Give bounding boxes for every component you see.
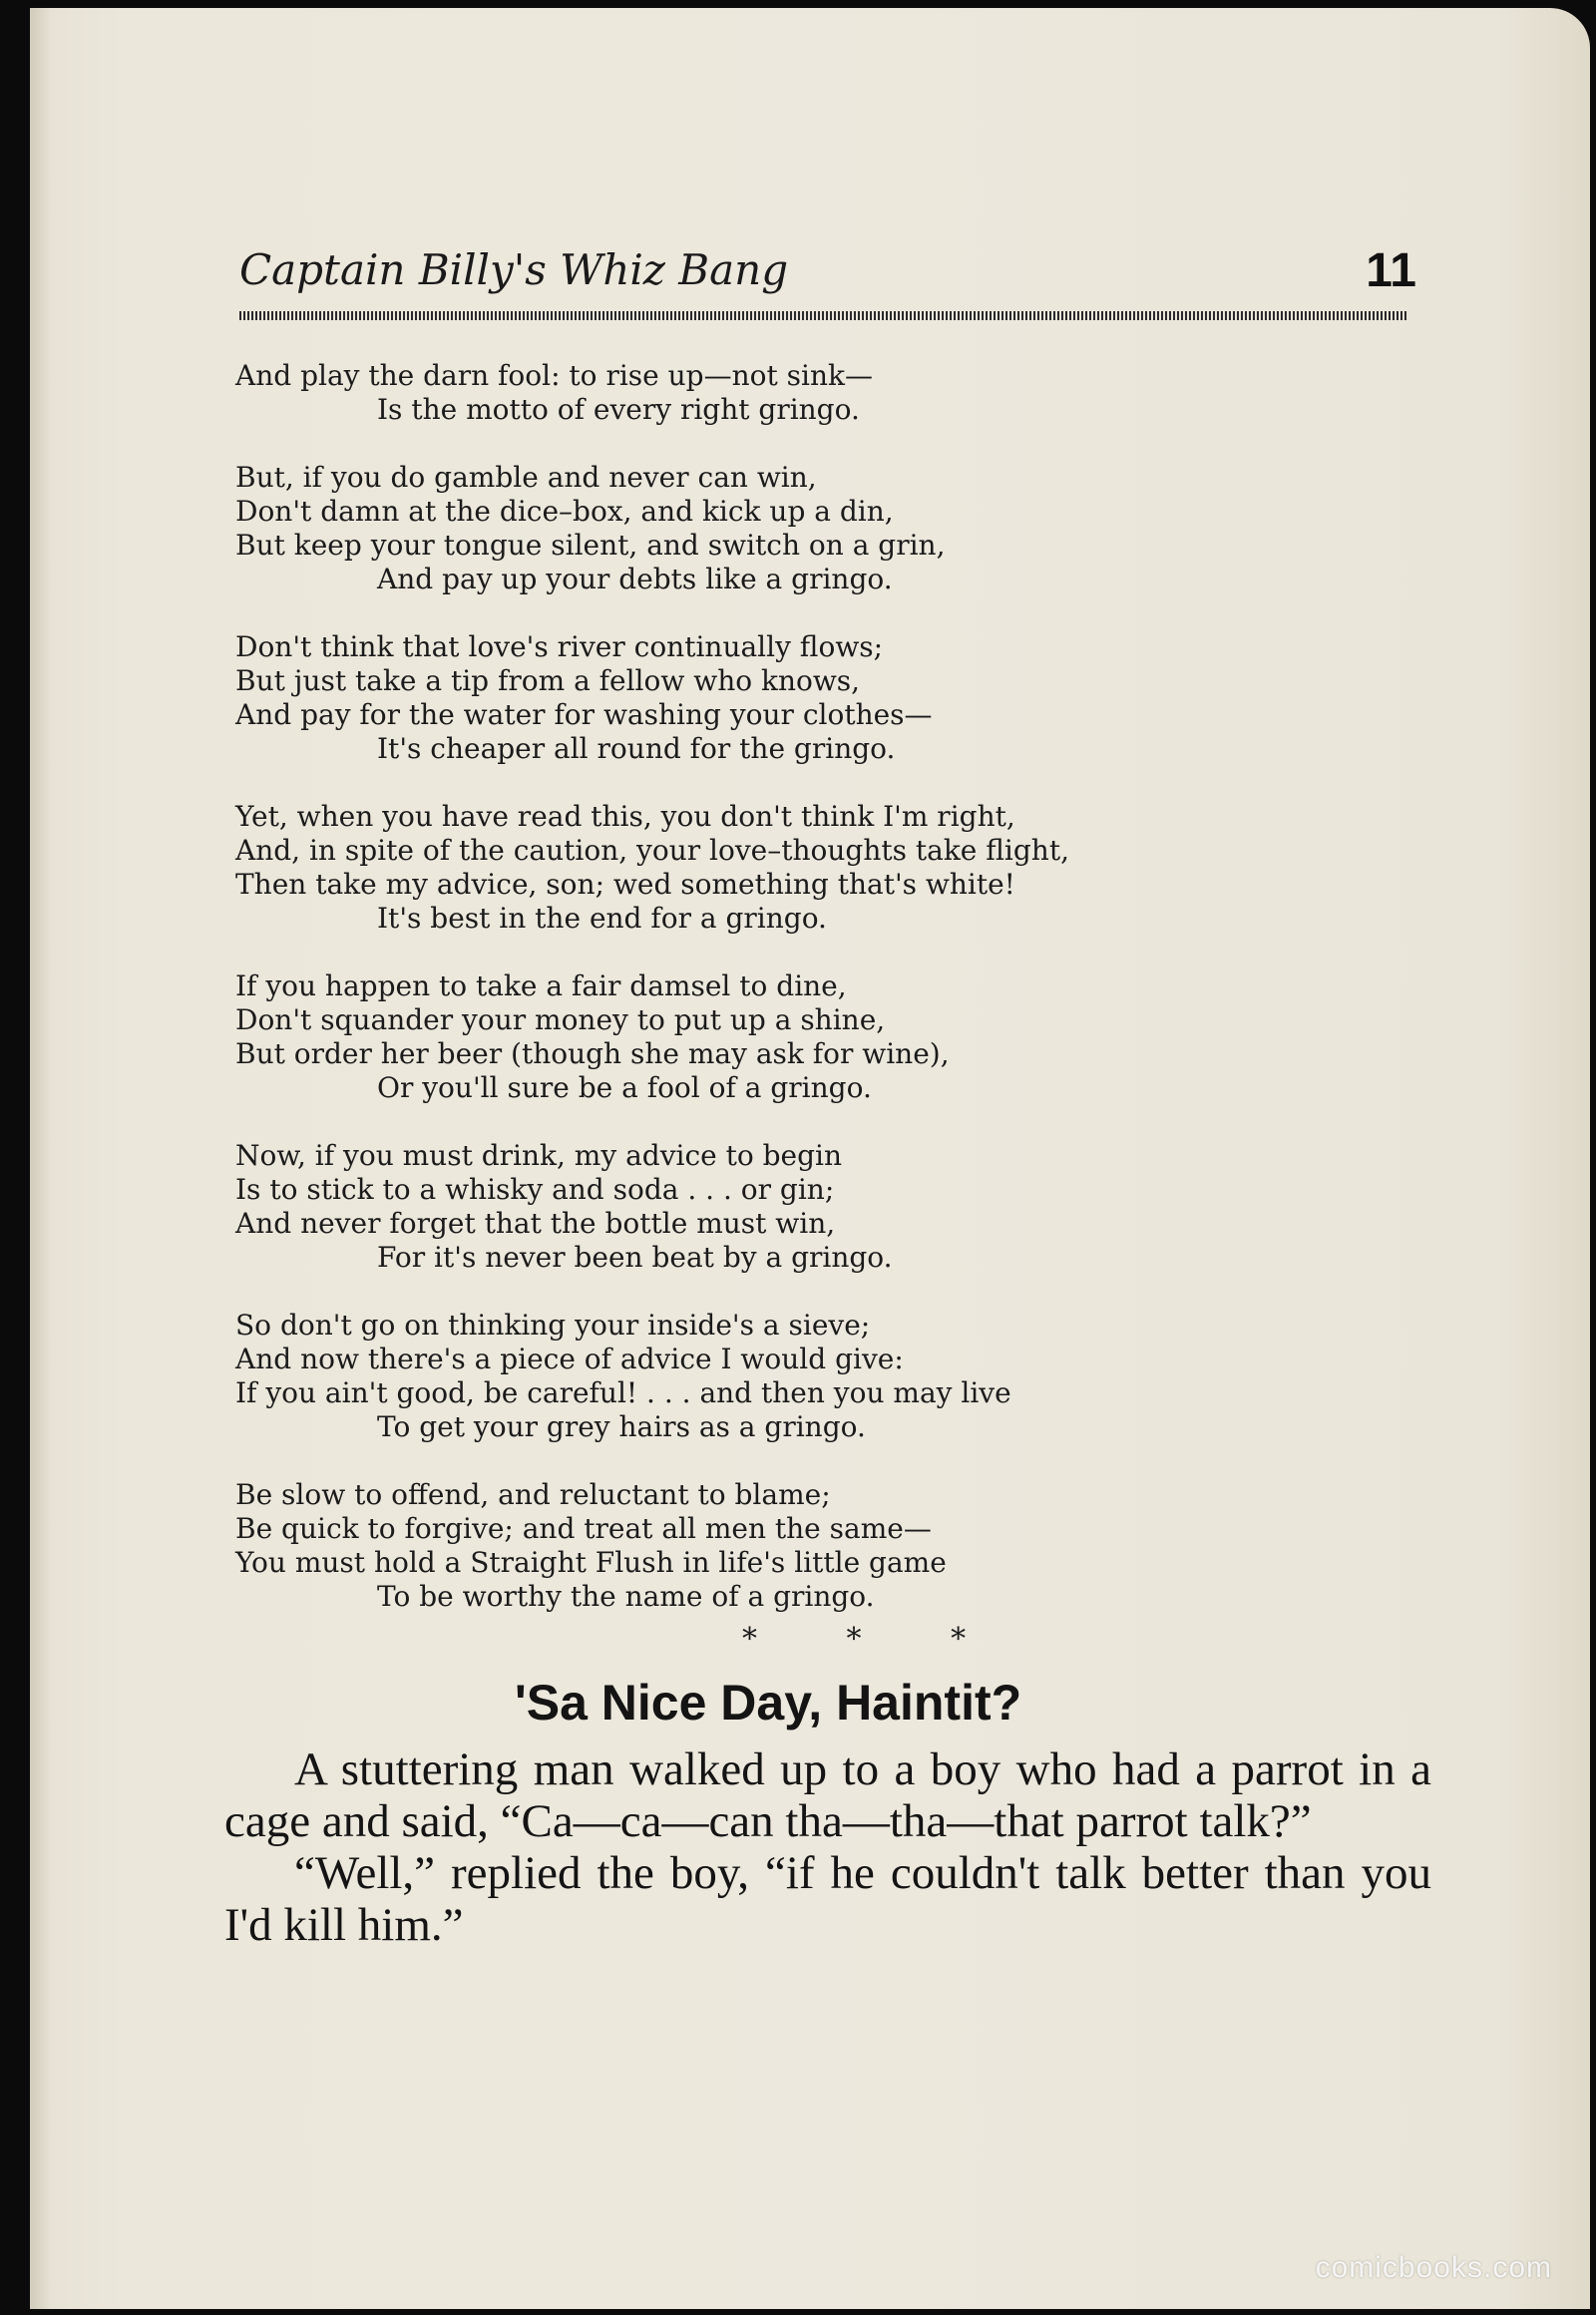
poem-line: Be slow to offend, and reluctant to blame; [235,1478,831,1511]
page-number: 11 [1366,244,1416,297]
joke-body [224,1743,1431,1951]
poem-line: Don't damn at the dice–box, and kick up a din, [235,495,894,528]
watermark: comicbooks.com [1315,2251,1552,2284]
poem-line: And play the darn fool: to rise up—not sink— [235,359,873,392]
poem-line: And, in spite of the caution, your love–thoughts take flight, [235,834,1069,867]
poem-stanza [235,461,1462,596]
poem-line: Now, if you must drink, my advice to begin [235,1139,843,1172]
poem-line: But order her beer (though she may ask for wine), [235,1037,950,1070]
magazine-title: Captain Billy's Whiz Bang [239,245,789,294]
poem-stanza [235,359,1462,427]
joke-paragraph: “Well,” replied the boy, “if he couldn't talk better than you I'd kill him.” [224,1847,1431,1951]
poem-line: Then take my advice, son; wed something that's white! [235,868,1015,901]
poem-line: But keep your tongue silent, and switch on a grin, [235,529,946,562]
poem-line: For it's never been beat by a gringo. [377,1241,893,1274]
joke-title: 'Sa Nice Day, Haintit? [514,1675,1022,1731]
poem-line: To be worthy the name of a gringo. [377,1580,875,1613]
page-header [239,245,1436,315]
poem-line: And now there's a piece of advice I would give: [235,1343,904,1375]
poem-line: Don't squander your money to put up a shine, [235,1003,886,1036]
poem [235,359,1462,1648]
poem-line: To get your grey hairs as a gringo. [377,1410,866,1443]
poem-line: And never forget that the bottle must win, [235,1207,836,1240]
poem-line: If you ain't good, be careful! . . . and then you may live [235,1376,1011,1409]
poem-line: It's cheaper all round for the gringo. [377,732,896,765]
poem-line: And pay up your debts like a gringo. [377,563,893,595]
poem-line: So don't go on thinking your inside's a sieve; [235,1309,871,1342]
poem-stanza [235,1139,1462,1275]
poem-line: Or you'll sure be a fool of a gringo. [377,1071,872,1104]
poem-line: Is to stick to a whisky and soda . . . or gin; [235,1173,835,1206]
poem-stanza [235,630,1462,766]
section-separator: * * * [742,1622,1006,1657]
magazine-page [30,8,1590,2309]
poem-line: Is the motto of every right gringo. [377,393,860,426]
poem-stanza [235,1478,1462,1614]
poem-stanza [235,800,1462,936]
poem-line: Yet, when you have read this, you don't think I'm right, [235,800,1015,833]
poem-line: But just take a tip from a fellow who knows, [235,664,861,697]
poem-line: But, if you do gamble and never can win, [235,461,817,494]
poem-line: If you happen to take a fair damsel to dine, [235,969,847,1002]
poem-line: It's best in the end for a gringo. [377,902,827,935]
poem-line: And pay for the water for washing your clothes— [235,698,933,731]
poem-line: Be quick to forgive; and treat all men the same— [235,1512,932,1545]
poem-stanza [235,1309,1462,1444]
poem-line: Don't think that love's river continually flows; [235,630,884,663]
poem-line: You must hold a Straight Flush in life's little game [235,1546,947,1579]
poem-stanza [235,969,1462,1105]
header-rule [239,311,1406,320]
joke-paragraph: A stuttering man walked up to a boy who had a parrot in a cage and said, “Ca—ca—can tha—tha—that parrot talk?” [224,1743,1431,1847]
